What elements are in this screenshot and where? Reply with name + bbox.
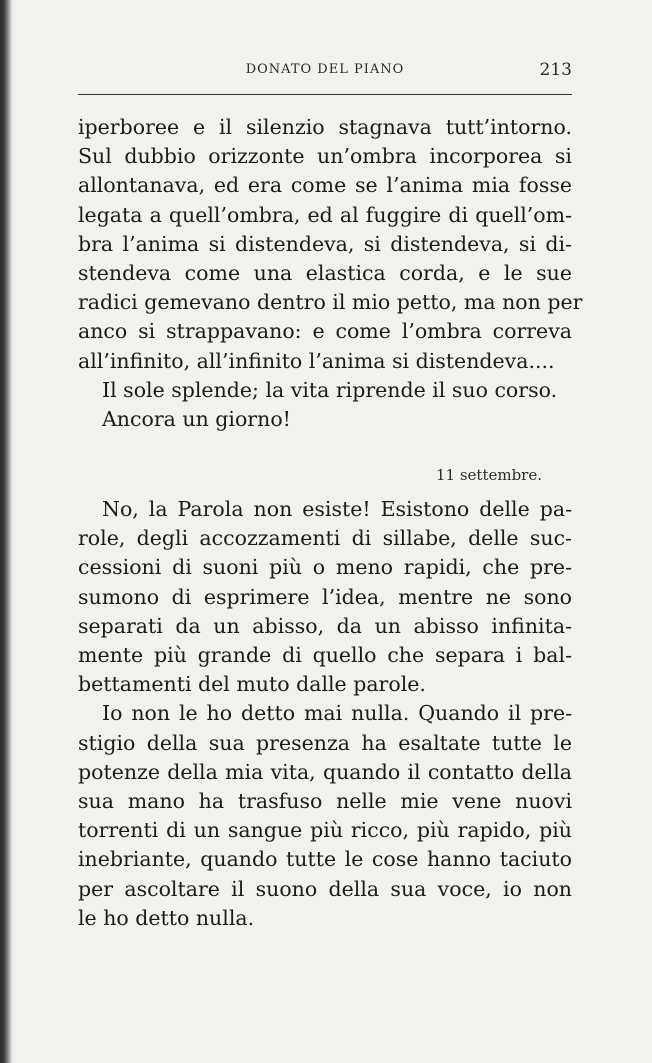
text-line: allontanava, ed era come se l’anima mia fosse	[78, 173, 572, 198]
text-line: potenze della mia vita, quando il contatto della	[78, 759, 572, 784]
text-line: bettamenti del muto dalle parole.	[78, 672, 426, 697]
text-line: radici gemevano dentro il mio petto, ma non per	[78, 290, 583, 315]
text-line: stigio della sua presenza ha esaltate tutte le	[78, 730, 572, 755]
entry-date: 11 settembre.	[435, 466, 542, 484]
text-line: anco si strappavano: e come l’ombra correva	[78, 319, 572, 344]
text-line: per ascoltare il suono della sua voce, io non	[78, 876, 572, 901]
text-line: cessioni di suoni più o meno rapidi, che pre-	[78, 555, 572, 580]
header-rule	[78, 94, 572, 95]
text-line: bra l’anima si distendeva, si distendeva, si di-	[78, 231, 572, 256]
text-line: separati da un abisso, da un abisso infinita-	[78, 613, 572, 638]
page-number: 213	[539, 60, 572, 80]
text-line: Sul dubbio orizzonte un’ombra incorporea si	[78, 144, 572, 169]
text-line: iperboree e il silenzio stagnava tutt’intorno.	[78, 115, 572, 139]
text-line: torrenti di un sangue più ricco, più rapido, più	[78, 818, 572, 843]
text-line: Io non le ho detto mai nulla. Quando il pre-	[102, 701, 572, 726]
text-line: legata a quell’ombra, ed al fuggire di quell’om-	[78, 202, 572, 227]
text-line: mente più grande di quello che separa i bal-	[78, 643, 572, 668]
running-title: DONATO DEL PIANO	[245, 62, 405, 77]
text-line: Ancora un giorno!	[102, 407, 291, 432]
text-line: all’infinito, all’infinito l’anima si distendeva....	[78, 348, 555, 373]
page-header	[78, 62, 572, 82]
text-line: stendeva come una elastica corda, e le sue	[78, 261, 572, 286]
book-spine-shadow	[0, 0, 12, 1063]
paragraph-block-2	[78, 495, 572, 933]
text-line: le ho detto nulla.	[78, 905, 255, 930]
text-line: inebriante, quando tutte le cose hanno taciuto	[78, 847, 572, 872]
paragraph-block-1	[78, 113, 583, 434]
text-line: role, degli accozzamenti di sillabe, delle suc-	[78, 526, 572, 551]
text-line: No, la Parola non esiste! Esistono delle pa-	[102, 497, 572, 521]
text-line: Il sole splende; la vita riprende il suo corso.	[102, 377, 558, 402]
text-line: sua mano ha trasfuso nelle mie vene nuovi	[78, 789, 572, 814]
text-line: sumono di esprimere l’idea, mentre ne sono	[78, 584, 572, 609]
